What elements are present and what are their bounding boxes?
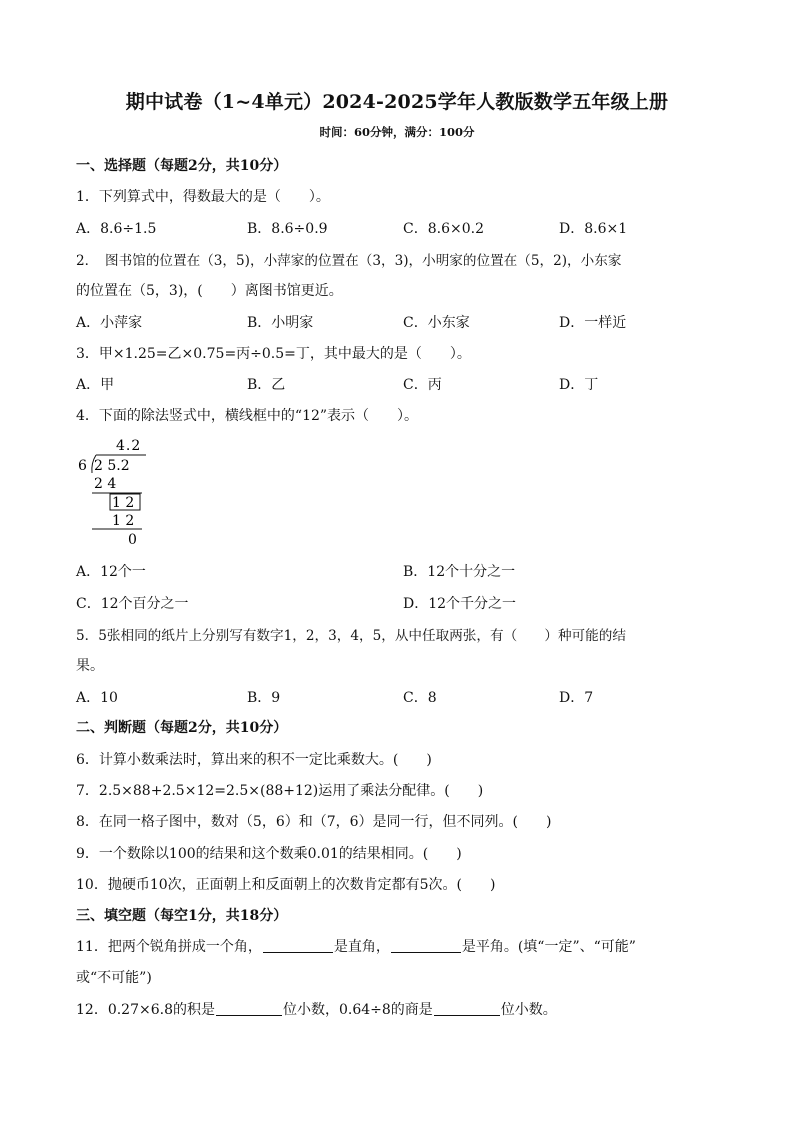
q1-option-c: C．8.6×0.2 [403, 221, 484, 237]
question-5-stem-line1: 5．5张相同的纸片上分别写有数字1，2，3，4，5，从中任取两张，有（ ）种可能的结 [76, 628, 626, 644]
judge-item-7: 7．2.5×88+2.5×12=2.5×(88+12)运用了乘法分配律。( ) [76, 783, 484, 799]
page-title: 期中试卷（1~4单元）2024-2025学年人教版数学五年级上册 [125, 91, 669, 113]
division-step3: 1 2 [112, 513, 135, 529]
question-2-stem-line2: 的位置在（5，3)，( ）离图书馆更近。 [76, 283, 343, 299]
answer-blank[interactable] [434, 1001, 500, 1016]
q2-option-c: C．小东家 [403, 315, 470, 331]
division-step1: 2 4 [94, 476, 117, 492]
question-5-stem-line2: 果。 [76, 658, 104, 674]
q3-option-c: C．丙 [403, 377, 442, 393]
section-heading-judge: 二、判断题（每题2分，共10分） [76, 720, 288, 736]
judge-item-9: 9．一个数除以100的结果和这个数乘0.01的结果相同。( ) [76, 846, 462, 862]
section-heading-fill: 三、填空题（每空1分，共18分） [76, 908, 288, 924]
q11-text-2: 是直角， [333, 939, 390, 955]
division-remainder: 0 [128, 532, 137, 548]
q5-option-c: C．8 [403, 690, 437, 706]
answer-blank[interactable] [216, 1001, 282, 1016]
answer-blank[interactable] [263, 938, 333, 953]
question-3-stem: 3．甲×1.25=乙×0.75=丙÷0.5=丁，其中最大的是（ ）。 [76, 346, 471, 362]
q12-text-2: 位小数，0.64÷8的商是 [282, 1002, 433, 1018]
q4-option-a: A．12个一 [76, 564, 146, 580]
question-4-stem: 4．下面的除法竖式中，横线框中的“12”表示（ ）。 [76, 408, 419, 424]
q11-text-1: 11．把两个锐角拼成一个角， [76, 939, 262, 955]
judge-item-6: 6．计算小数乘法时，算出来的积不一定比乘数大。( ) [76, 752, 432, 768]
q5-option-a: A．10 [76, 690, 118, 706]
q1-option-b: B．8.6÷0.9 [247, 221, 328, 237]
q5-option-d: D．7 [559, 690, 594, 706]
question-11-line1 [76, 936, 636, 956]
q2-option-b: B．小明家 [247, 315, 314, 331]
q1-option-d: D．8.6×1 [559, 221, 628, 237]
section-heading-choice: 一、选择题（每题2分，共10分） [76, 158, 288, 174]
q5-option-b: B．9 [247, 690, 281, 706]
division-quotient: 4.2 [116, 438, 142, 454]
q3-option-b: B．乙 [247, 377, 286, 393]
question-11-line2: 或“不可能”) [76, 970, 152, 986]
question-2-stem-line1: 2． 图书馆的位置在（3，5)，小萍家的位置在（3，3)，小明家的位置在（5，2)，小东家 [76, 253, 622, 269]
division-divisor: 6 [78, 458, 87, 474]
judge-item-10: 10．抛硬币10次，正面朝上和反面朝上的次数肯定都有5次。( ) [76, 877, 496, 893]
long-division-figure [74, 436, 164, 551]
question-1-stem: 1．下列算式中，得数最大的是（ ）。 [76, 189, 330, 205]
answer-blank[interactable] [391, 938, 461, 953]
q12-text-3: 位小数。 [500, 1002, 557, 1018]
judge-item-8: 8．在同一格子图中，数对（5，6）和（7，6）是同一行，但不同列。( ) [76, 814, 552, 830]
q3-option-a: A．甲 [76, 377, 115, 393]
q4-option-d: D．12个千分之一 [403, 596, 517, 612]
q1-option-a: A．8.6÷1.5 [76, 221, 157, 237]
q4-option-c: C．12个百分之一 [76, 596, 189, 612]
q12-text-1: 12．0.27×6.8的积是 [76, 1002, 215, 1018]
exam-meta: 时间：60分钟，满分：100分 [319, 125, 475, 139]
division-step2: 1 2 [112, 495, 135, 511]
q3-option-d: D．丁 [559, 377, 599, 393]
q11-text-3: 是平角。(填“一定”、“可能” [461, 939, 636, 955]
q2-option-a: A．小萍家 [76, 315, 143, 331]
q4-option-b: B．12个十分之一 [403, 564, 516, 580]
question-12 [76, 999, 557, 1019]
division-dividend: 2 5.2 [94, 458, 130, 474]
q2-option-d: D．一样近 [559, 315, 627, 331]
